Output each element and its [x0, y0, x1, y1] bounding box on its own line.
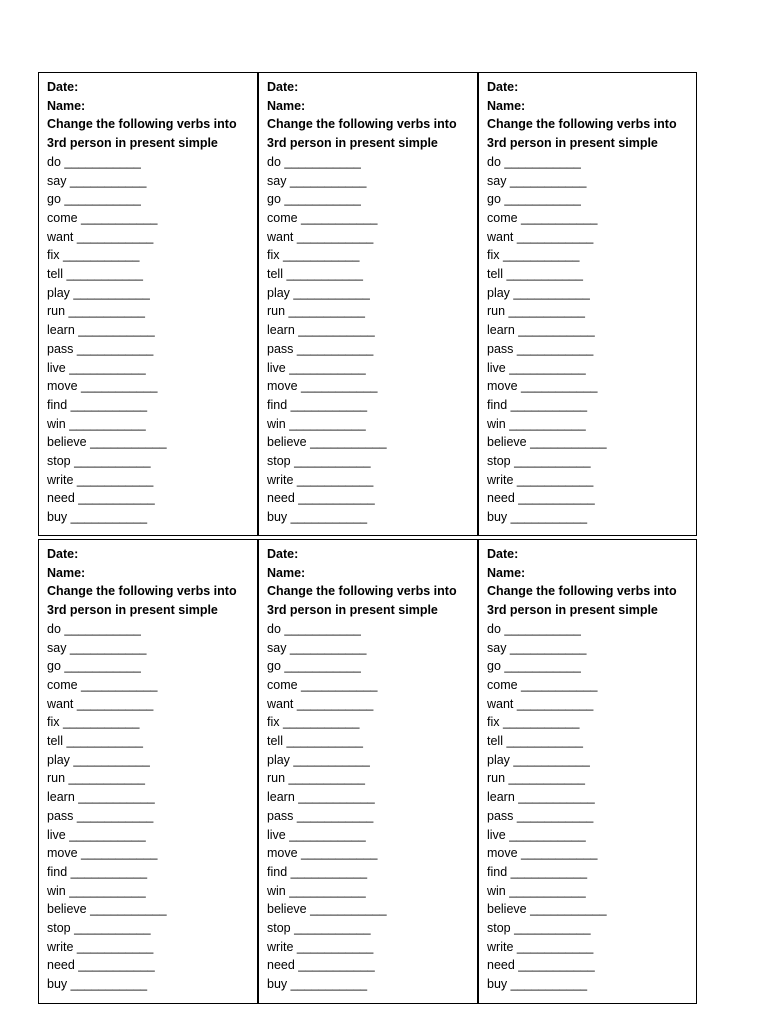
instruction-line-1: Change the following verbs into — [487, 584, 677, 599]
verb-item: need ___________ — [487, 491, 595, 506]
verb-item: need ___________ — [47, 491, 155, 506]
verb-item: stop ___________ — [267, 454, 371, 469]
verb-item: tell ___________ — [47, 267, 143, 282]
verb-item: write ___________ — [47, 472, 154, 487]
verb-item: play ___________ — [487, 285, 590, 300]
verb-item: run ___________ — [47, 771, 146, 786]
instruction-line-2: 3rd person in present simple — [487, 603, 658, 618]
worksheet-card — [478, 72, 697, 536]
verb-item: live ___________ — [47, 827, 146, 842]
verb-item: go ___________ — [487, 659, 581, 674]
verb-item: pass ___________ — [487, 341, 594, 356]
verb-item: go ___________ — [47, 659, 141, 674]
verb-item: win ___________ — [267, 416, 366, 431]
verb-item: do ___________ — [47, 621, 141, 636]
instruction-line-1: Change the following verbs into — [487, 117, 677, 132]
verb-item: tell ___________ — [267, 267, 363, 282]
verb-item: win ___________ — [267, 883, 366, 898]
verb-item: do ___________ — [487, 621, 581, 636]
verb-item: buy ___________ — [267, 977, 368, 992]
verb-item: say ___________ — [47, 173, 147, 188]
verb-item: move ___________ — [267, 379, 378, 394]
verb-item: run ___________ — [267, 304, 366, 319]
name-label: Name: — [267, 565, 306, 580]
verb-item: find ___________ — [267, 397, 368, 412]
worksheet-card — [478, 539, 697, 1004]
verb-item: learn ___________ — [487, 790, 595, 805]
worksheet-card — [38, 72, 258, 536]
verb-item: come ___________ — [47, 677, 158, 692]
verb-item: fix ___________ — [47, 248, 140, 263]
verb-item: fix ___________ — [487, 248, 580, 263]
verb-item: tell ___________ — [487, 734, 583, 749]
verb-item: do ___________ — [47, 154, 141, 169]
verb-item: come ___________ — [487, 677, 598, 692]
verb-item: win ___________ — [487, 416, 586, 431]
verb-item: want ___________ — [47, 696, 154, 711]
verb-item: live ___________ — [267, 360, 366, 375]
verb-item: find ___________ — [267, 864, 368, 879]
verb-item: pass ___________ — [487, 808, 594, 823]
verb-item: win ___________ — [487, 883, 586, 898]
worksheet-card — [258, 539, 478, 1004]
instruction-line-1: Change the following verbs into — [47, 117, 237, 132]
verb-item: tell ___________ — [487, 267, 583, 282]
verb-item: move ___________ — [487, 379, 598, 394]
verb-item: learn ___________ — [47, 790, 155, 805]
verb-item: move ___________ — [47, 379, 158, 394]
verb-item: buy ___________ — [487, 977, 588, 992]
verb-item: say ___________ — [267, 640, 367, 655]
verb-item: learn ___________ — [267, 323, 375, 338]
verb-item: stop ___________ — [487, 454, 591, 469]
verb-item: fix ___________ — [487, 715, 580, 730]
verb-item: say ___________ — [487, 173, 587, 188]
verb-item: play ___________ — [487, 752, 590, 767]
verb-item: play ___________ — [267, 285, 370, 300]
verb-item: need ___________ — [487, 958, 595, 973]
name-label: Name: — [487, 98, 526, 113]
verb-item: find ___________ — [47, 397, 148, 412]
verb-item: run ___________ — [47, 304, 146, 319]
verb-item: say ___________ — [487, 640, 587, 655]
verb-item: say ___________ — [47, 640, 147, 655]
verb-item: believe ___________ — [487, 902, 607, 917]
verb-item: play ___________ — [47, 752, 150, 767]
verb-item: run ___________ — [487, 304, 586, 319]
verb-item: pass ___________ — [267, 808, 374, 823]
date-label: Date: — [47, 547, 79, 561]
verb-item: write ___________ — [47, 939, 154, 954]
name-label: Name: — [267, 98, 306, 113]
verb-item: pass ___________ — [267, 341, 374, 356]
verb-item: run ___________ — [487, 771, 586, 786]
verb-item: want ___________ — [487, 696, 594, 711]
verb-item: live ___________ — [47, 360, 146, 375]
instruction-line-2: 3rd person in present simple — [47, 603, 218, 618]
verb-item: win ___________ — [47, 416, 146, 431]
verb-item: go ___________ — [47, 192, 141, 207]
verb-item: move ___________ — [267, 846, 378, 861]
verb-item: play ___________ — [47, 285, 150, 300]
verb-item: tell ___________ — [47, 734, 143, 749]
verb-item: believe ___________ — [267, 902, 387, 917]
verb-item: write ___________ — [267, 472, 374, 487]
verb-item: tell ___________ — [267, 734, 363, 749]
verb-item: win ___________ — [47, 883, 146, 898]
verb-item: write ___________ — [267, 939, 374, 954]
verb-item: move ___________ — [487, 846, 598, 861]
verb-item: buy ___________ — [47, 977, 148, 992]
verb-item: buy ___________ — [487, 510, 588, 525]
verb-item: come ___________ — [487, 210, 598, 225]
instruction-line-1: Change the following verbs into — [267, 117, 457, 132]
date-label: Date: — [487, 80, 519, 94]
verb-item: come ___________ — [267, 210, 378, 225]
verb-item: do ___________ — [267, 154, 361, 169]
verb-item: want ___________ — [267, 229, 374, 244]
verb-item: stop ___________ — [47, 454, 151, 469]
verb-item: fix ___________ — [47, 715, 140, 730]
instruction-line-1: Change the following verbs into — [47, 584, 237, 599]
verb-item: learn ___________ — [487, 323, 595, 338]
verb-item: need ___________ — [47, 958, 155, 973]
verb-item: find ___________ — [487, 864, 588, 879]
instruction-line-2: 3rd person in present simple — [267, 603, 438, 618]
verb-item: stop ___________ — [267, 921, 371, 936]
name-label: Name: — [47, 98, 86, 113]
verb-item: do ___________ — [267, 621, 361, 636]
verb-item: find ___________ — [487, 397, 588, 412]
verb-item: need ___________ — [267, 958, 375, 973]
verb-item: want ___________ — [267, 696, 374, 711]
worksheet-card — [258, 72, 478, 536]
verb-item: live ___________ — [487, 827, 586, 842]
verb-item: pass ___________ — [47, 341, 154, 356]
verb-item: believe ___________ — [487, 435, 607, 450]
verb-item: buy ___________ — [267, 510, 368, 525]
verb-item: come ___________ — [47, 210, 158, 225]
verb-item: want ___________ — [487, 229, 594, 244]
verb-item: learn ___________ — [267, 790, 375, 805]
verb-item: fix ___________ — [267, 248, 360, 263]
verb-item: say ___________ — [267, 173, 367, 188]
verb-item: find ___________ — [47, 864, 148, 879]
instruction-line-1: Change the following verbs into — [267, 584, 457, 599]
verb-item: play ___________ — [267, 752, 370, 767]
date-label: Date: — [267, 547, 299, 561]
verb-item: buy ___________ — [47, 510, 148, 525]
verb-item: stop ___________ — [47, 921, 151, 936]
verb-item: want ___________ — [47, 229, 154, 244]
date-label: Date: — [47, 80, 79, 94]
verb-item: live ___________ — [487, 360, 586, 375]
verb-item: go ___________ — [267, 659, 361, 674]
date-label: Date: — [267, 80, 299, 94]
verb-item: fix ___________ — [267, 715, 360, 730]
verb-item: go ___________ — [267, 192, 361, 207]
verb-item: write ___________ — [487, 472, 594, 487]
date-label: Date: — [487, 547, 519, 561]
instruction-line-2: 3rd person in present simple — [267, 136, 438, 151]
verb-item: believe ___________ — [47, 902, 167, 917]
verb-item: live ___________ — [267, 827, 366, 842]
name-label: Name: — [47, 565, 86, 580]
worksheet-card — [38, 539, 258, 1004]
verb-item: pass ___________ — [47, 808, 154, 823]
verb-item: need ___________ — [267, 491, 375, 506]
verb-item: run ___________ — [267, 771, 366, 786]
verb-item: learn ___________ — [47, 323, 155, 338]
name-label: Name: — [487, 565, 526, 580]
verb-item: do ___________ — [487, 154, 581, 169]
instruction-line-2: 3rd person in present simple — [47, 136, 218, 151]
verb-item: go ___________ — [487, 192, 581, 207]
verb-item: stop ___________ — [487, 921, 591, 936]
verb-item: come ___________ — [267, 677, 378, 692]
instruction-line-2: 3rd person in present simple — [487, 136, 658, 151]
verb-item: believe ___________ — [47, 435, 167, 450]
verb-item: believe ___________ — [267, 435, 387, 450]
verb-item: write ___________ — [487, 939, 594, 954]
verb-item: move ___________ — [47, 846, 158, 861]
